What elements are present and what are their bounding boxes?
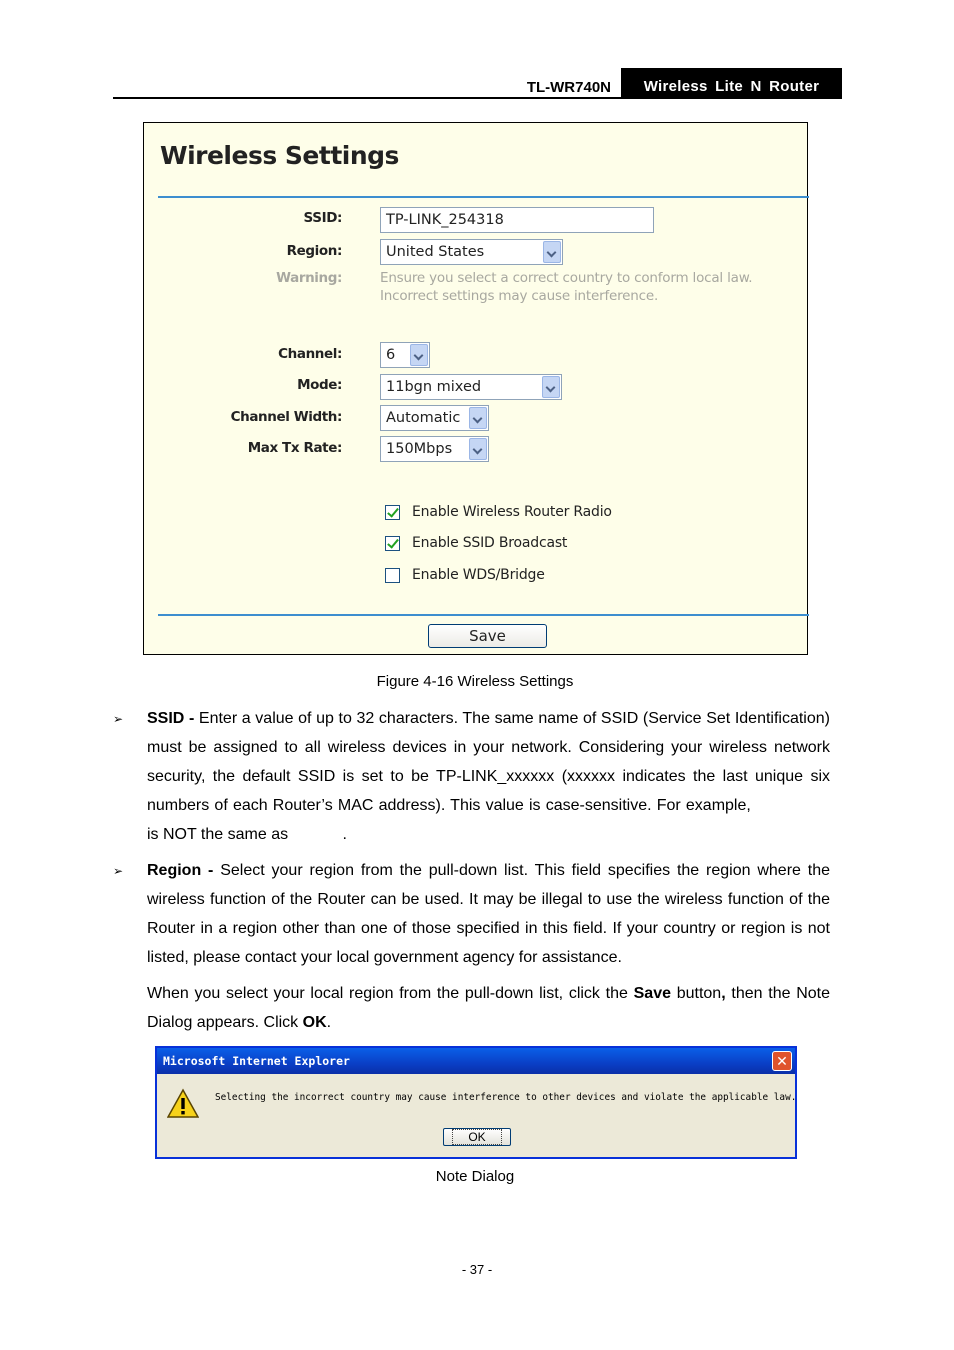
channel-width-value: Automatic — [386, 410, 461, 426]
ssid-text-end: . — [342, 826, 347, 843]
enable-ssid-broadcast-label: Enable SSID Broadcast — [412, 535, 568, 551]
note-dialog — [155, 1046, 797, 1159]
region-label: Region: — [286, 243, 342, 259]
page-number: - 37 - — [461, 1262, 493, 1277]
enable-wds-bridge-label: Enable WDS/Bridge — [412, 567, 545, 583]
ssid-text-mid: is NOT the same as — [147, 826, 293, 843]
close-icon[interactable]: ✕ — [772, 1051, 792, 1071]
chevron-down-icon — [469, 438, 487, 460]
note-paragraph — [147, 979, 830, 1037]
warning-text — [380, 269, 752, 305]
ok-label: OK — [452, 1129, 501, 1145]
warning-line-1: Ensure you select a correct country to conform local law. — [380, 270, 753, 286]
chevron-down-icon — [542, 376, 560, 398]
region-value: United States — [386, 244, 485, 260]
warning-icon — [167, 1088, 199, 1120]
region-text: Select your region from the pull-down list. This field specifies the region where the wireless function of the Router can be used. It may be illegal to use the wireless function of the Router in a region other than one of those specified in this field. If your country or region is not listed, please contact your local government agency for assistance. — [147, 862, 830, 966]
panel-title: Wireless Settings — [160, 141, 399, 170]
enable-wireless-radio-checkbox[interactable] — [385, 505, 400, 520]
channel-select[interactable] — [380, 342, 430, 368]
ssid-term: SSID - — [147, 710, 195, 727]
note-save: Save — [633, 985, 671, 1002]
region-select[interactable] — [380, 239, 563, 265]
enable-wds-bridge-checkbox[interactable] — [385, 568, 400, 583]
max-tx-rate-label: Max Tx Rate: — [247, 440, 342, 456]
dialog-message: Selecting the incorrect country may cause interference to other devices and violate the applicable law. — [215, 1092, 797, 1103]
note-comma: , — [721, 985, 726, 1002]
warning-line-2: Incorrect settings may cause interference. — [380, 288, 659, 304]
figure-caption: Figure 4-16 Wireless Settings — [376, 673, 574, 690]
max-tx-rate-select[interactable] — [380, 436, 489, 462]
ssid-description — [147, 704, 830, 849]
note-ok: OK — [302, 1014, 327, 1031]
mode-label: Mode: — [297, 377, 342, 393]
channel-label: Channel: — [278, 346, 342, 362]
enable-ssid-broadcast-checkbox[interactable] — [385, 536, 400, 551]
wireless-settings-panel — [143, 122, 808, 655]
bottom-divider — [158, 614, 809, 616]
ok-button[interactable] — [443, 1128, 511, 1146]
mode-select[interactable] — [380, 374, 562, 400]
chevron-down-icon — [543, 241, 561, 263]
dialog-title: Microsoft Internet Explorer — [157, 1048, 795, 1074]
header-product: Wireless Lite N Router — [621, 68, 842, 99]
channel-value: 6 — [386, 347, 396, 363]
channel-width-label: Channel Width: — [230, 409, 342, 425]
enable-wireless-radio-label: Enable Wireless Router Radio — [412, 504, 612, 520]
ssid-input[interactable] — [380, 207, 654, 233]
bullet-arrow-icon: ➢ — [113, 864, 124, 878]
note-text-1: When you select your local region from the pull-down list, click the — [147, 985, 634, 1002]
note-text-4: . — [326, 1014, 332, 1031]
chevron-down-icon — [410, 344, 428, 366]
header-rule — [113, 97, 842, 99]
bullet-arrow-icon: ➢ — [113, 712, 124, 726]
dialog-caption: Note Dialog — [435, 1168, 515, 1185]
note-text-2: button — [671, 985, 722, 1002]
ssid-label: SSID: — [303, 210, 342, 226]
ssid-text: Enter a value of up to 32 characters. The same name of SSID (Service Set Identification) must be assigned to all wireless devices in your network. Considering your wireless network security, the default SSID is set to be TP-LINK_xxxxxx (xxxxxx indicates the last unique six numbers of each Router’s MAC address). This value is case-sensitive. For example, — [147, 710, 830, 814]
note-text-3: then the Note Dialog appears. Click — [147, 985, 831, 1031]
top-divider — [158, 196, 809, 198]
mode-value: 11bgn mixed — [386, 379, 482, 395]
header-model: TL-WR740N — [526, 79, 611, 96]
max-tx-rate-value: 150Mbps — [386, 441, 453, 457]
save-button[interactable]: Save — [428, 624, 547, 648]
channel-width-select[interactable] — [380, 405, 489, 431]
ssid-value: TP-LINK_254318 — [386, 212, 504, 228]
warning-label: Warning: — [276, 270, 342, 286]
region-term: Region - — [147, 862, 214, 879]
region-description — [147, 856, 830, 972]
chevron-down-icon — [469, 407, 487, 429]
